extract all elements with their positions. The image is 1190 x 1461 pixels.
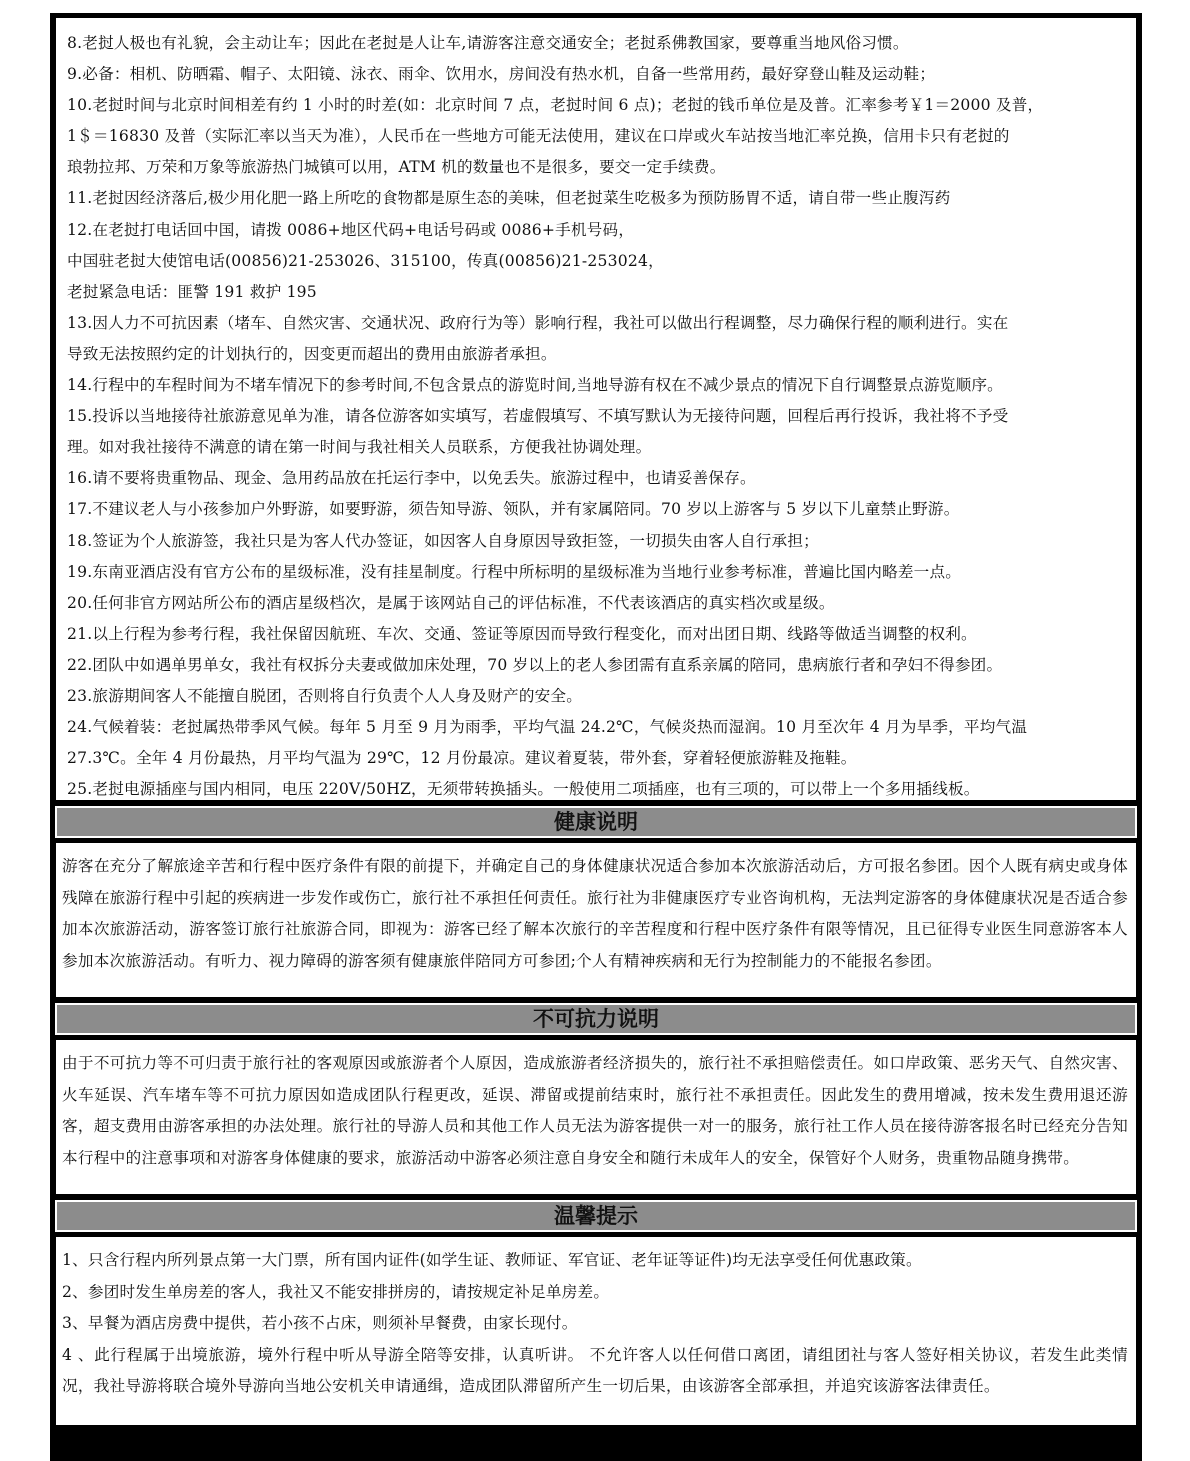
note-line: 17.不建议老人与小孩参加户外野游，如要野游，须告知导游、领队，并有家属陪同。70 岁以上游客与 5 岁以下儿童禁止野游。 (67, 500, 960, 519)
tips-section (54, 1235, 1138, 1427)
note-line: 1＄＝16830 及普（实际汇率以当天为准），人民币在一些地方可能无法使用，建议在口岸或火车站按当地汇率兑换，信用卡只有老挝的 (67, 127, 1010, 146)
health-text: 游客在充分了解旅途辛苦和行程中医疗条件有限的前提下，并确定自己的身体健康状况适合参加本次旅游活动后，方可报名参团。因个人既有病史或身体残障在旅游行程中引起的疾病进一步发作或伤亡，旅行社不承担任何责任。旅行社为非健康医疗专业咨询机构，无法判定游客的身体健康状况是否适合参加本次旅游活动，游客签订旅行社旅游合同，即视为：游客已经了解本次旅行的辛苦程度和行程中医疗条件有限等情况，且已征得专业医生同意游客本人参加本次旅游活动。有听力、视力障碍的游客须有健康旅伴陪同方可参团;个人有精神疾病和无行为控制能力的不能报名参团。 (62, 857, 1128, 970)
tip-item: 3、早餐为酒店房费中提供，若小孩不占床，则须补早餐费，由家长现付。 (62, 1314, 578, 1332)
note-line: 19.东南亚酒店没有官方公布的星级标准，没有挂星制度。行程中所标明的星级标准为当地行业参考标准，普遍比国内略差一点。 (67, 562, 962, 581)
tips-section-heading: 温馨提示 (55, 1200, 1137, 1232)
note-line: 理。如对我社接待不满意的请在第一时间与我社相关人员联系，方便我社协调处理。 (67, 438, 652, 457)
note-line: 15.投诉以当地接待社旅游意见单为准，请各位游客如实填写，若虚假填写、不填写默认为无接待问题，回程后再行投诉，我社将不予受 (67, 407, 1009, 426)
notes-section (54, 16, 1138, 802)
health-section-heading: 健康说明 (55, 806, 1137, 838)
note-line: 导致无法按照约定的计划执行的，因变更而超出的费用由旅游者承担。 (67, 344, 557, 363)
force-majeure-section-heading: 不可抗力说明 (55, 1003, 1137, 1035)
note-line: 16.请不要将贵重物品、现金、急用药品放在托运行李中，以免丢失。旅游过程中，也请妥善保存。 (67, 469, 756, 488)
note-line: 18.签证为个人旅游签，我社只是为客人代办签证，如因客人自身原因导致拒签，一切损失由客人自行承担； (67, 531, 819, 550)
document-page (50, 13, 1142, 1461)
note-line: 9.必备：相机、防晒霜、帽子、太阳镜、泳衣、雨伞、饮用水，房间没有热水机，自备一些常用药，最好穿登山鞋及运动鞋； (67, 65, 936, 84)
note-line: 27.3℃。全年 4 月份最热，月平均气温为 29℃，12 月份最凉。建议着夏装，带外套，穿着轻便旅游鞋及拖鞋。 (67, 749, 857, 768)
note-line: 10.老挝时间与北京时间相差有约 1 小时的时差(如：北京时间 7 点，老挝时间 6 点)；老挝的钱币单位是及普。汇率参考￥1＝2000 及普， (67, 96, 1044, 115)
note-line: 中国驻老挝大使馆电话(00856)21-253026、315100，传真(00856)21-253024， (67, 251, 664, 270)
tip-item: 2、参团时发生单房差的客人，我社又不能安排拼房的，请按规定补足单房差。 (62, 1282, 610, 1301)
force-majeure-section (54, 1038, 1138, 1196)
note-line: 14.行程中的车程时间为不堵车情况下的参考时间,不包含景点的游览时间,当地导游有权在不减少景点的情况下自行调整景点游览顺序。 (67, 376, 1003, 395)
tip-item: 1、只含行程内所列景点第一大门票，所有国内证件(如学生证、教师证、军官证、老年证等证件)均无法享受任何优惠政策。 (62, 1251, 922, 1269)
note-line: 11.老挝因经济落后,极少用化肥一路上所吃的食物都是原生态的美味，但老挝菜生吃极多为预防肠胃不适，请自带一些止腹泻药 (67, 189, 951, 208)
note-line: 21.以上行程为参考行程，我社保留因航班、车次、交通、签证等原因而导致行程变化，而对出团日期、线路等做适当调整的权利。 (67, 624, 977, 643)
note-line: 12.在老挝打电话回中国，请拨 0086+地区代码+电话号码或 0086+手机号码， (67, 220, 635, 239)
note-line: 22.团队中如遇单男单女，我社有权拆分夫妻或做加床处理，70 岁以上的老人参团需有直系亲属的陪同，患病旅行者和孕妇不得参团。 (67, 655, 1003, 674)
health-section (54, 841, 1138, 999)
note-line: 23.旅游期间客人不能擅自脱团，否则将自行负责个人人身及财产的安全。 (67, 686, 583, 705)
note-line: 13.因人力不可抗因素（堵车、自然灾害、交通状况、政府行为等）影响行程，我社可以做出行程调整，尽力确保行程的顺利进行。实在 (67, 313, 1009, 332)
note-line: 24.气候着装：老挝属热带季风气候。每年 5 月至 9 月为雨季，平均气温 24.2℃，气候炎热而湿润。10 月至次年 4 月为旱季，平均气温 (67, 718, 1028, 737)
note-line: 20.任何非官方网站所公布的酒店星级档次，是属于该网站自己的评估标准，不代表该酒店的真实档次或星级。 (67, 593, 835, 612)
note-line: 琅勃拉邦、万荣和万象等旅游热门城镇可以用，ATM 机的数量也不是很多，要交一定手续费。 (67, 158, 726, 177)
force-majeure-text: 由于不可抗力等不可归责于旅行社的客观原因或旅游者个人原因，造成旅游者经济损失的，旅行社不承担赔偿责任。如口岸政策、恶劣天气、自然灾害、火车延误、汽车堵车等不可抗力原因如造成团队行程更改，延误、滞留或提前结束时，旅行社不承担责任。因此发生的费用增减，按未发生费用退还游客，超支费用由游客承担的办法处理。旅行社的导游人员和其他工作人员无法为游客提供一对一的服务，旅行社工作人员在接待游客报名时已经充分告知本行程中的注意事项和对游客身体健康的要求，旅游活动中游客必须注意自身安全和随行未成年人的安全，保管好个人财务，贵重物品随身携带。 (62, 1054, 1128, 1167)
note-line: 8.老挝人极也有礼貌，会主动让车；因此在老挝是人让车,请游客注意交通安全；老挝系佛教国家，要尊重当地风俗习惯。 (67, 34, 909, 52)
note-line: 25.老挝电源插座与国内相同，电压 220V/50HZ，无须带转换插头。一般使用二项插座，也有三项的，可以带上一个多用插线板。 (67, 780, 980, 799)
note-line: 老挝紧急电话：匪警 191 救护 195 (67, 282, 317, 301)
tip-item: 4 、此行程属于出境旅游，境外行程中听从导游全陪等安排，认真听讲。 不允许客人以任何借口离团，请组团社与客人签好相关协议，若发生此类情况，我社导游将联合境外导游向当地公安机关申请通缉，造成团队滞留所产生一切后果，由该游客全部承担，并追究该游客法律责任。 (62, 1345, 1128, 1395)
